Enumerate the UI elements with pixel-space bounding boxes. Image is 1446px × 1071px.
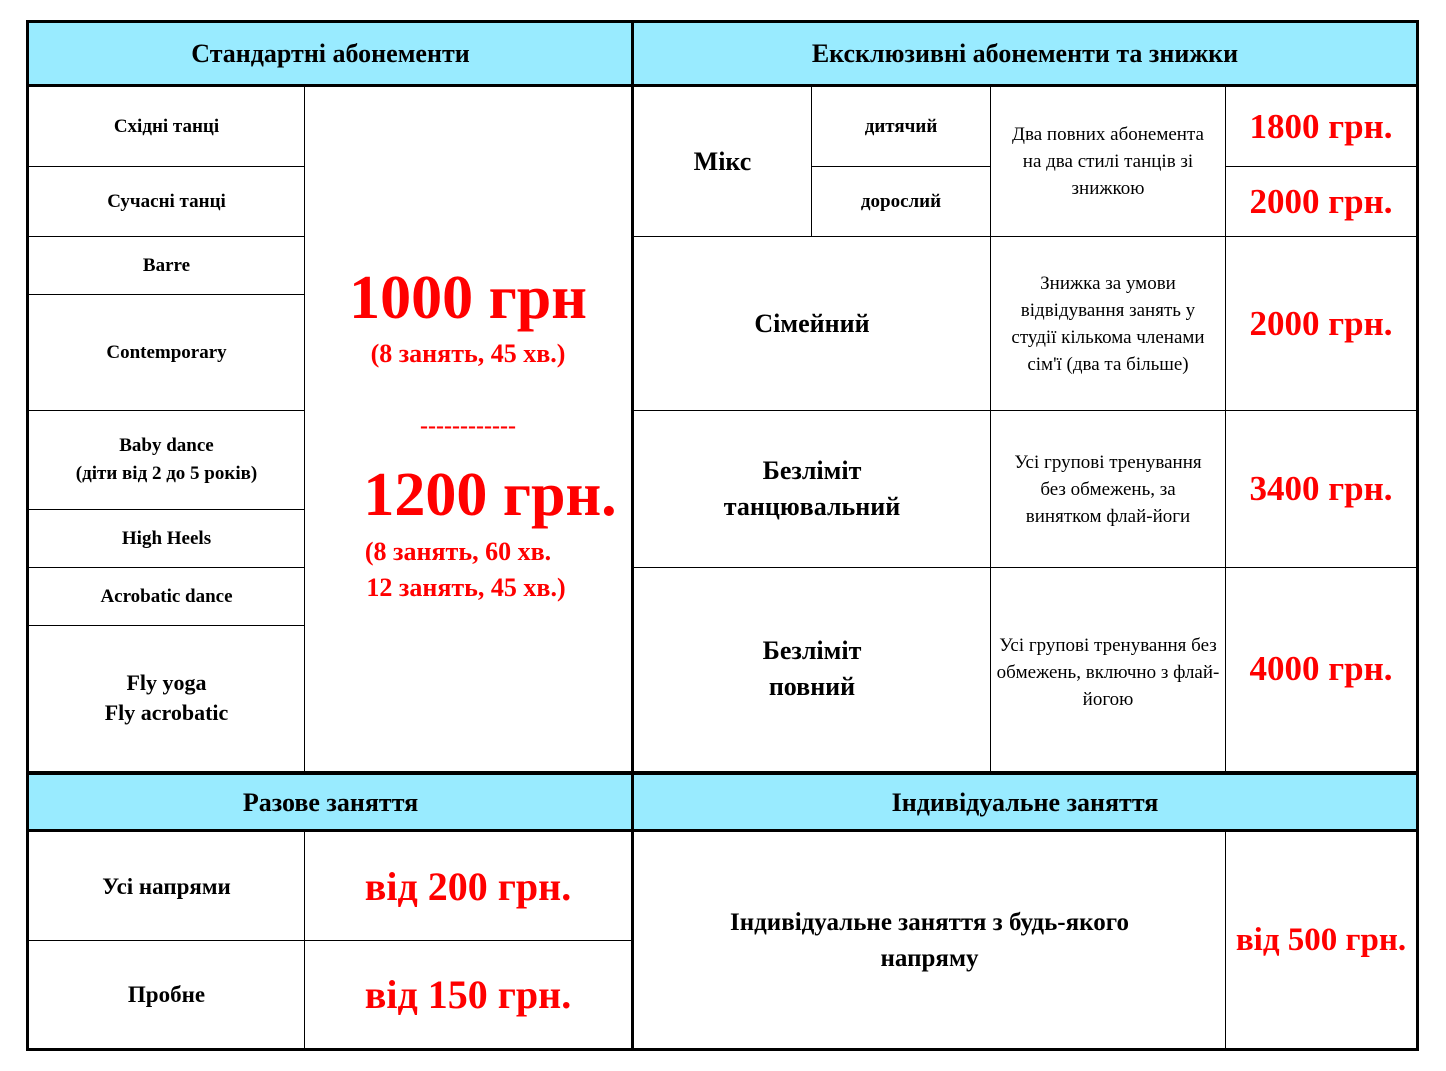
style-label: Східні танці <box>113 115 220 137</box>
unlim-full-label-2: повний <box>768 672 856 701</box>
price-value: 2000 грн. <box>1249 181 1393 221</box>
unlim-dance-desc <box>991 411 1225 567</box>
family-desc-text: Знижка за умови відвідування занять у студії кількома членами сім'ї (два та більше) <box>1011 272 1205 375</box>
style-row <box>29 295 304 410</box>
unlim-full-label-1: Безліміт <box>762 636 862 665</box>
style-row <box>29 510 304 567</box>
single-row-price <box>305 833 631 940</box>
unlim-dance-label-2: танцювальний <box>723 492 901 521</box>
border <box>634 410 1416 411</box>
mix-desc-text: Два повних абонемента на два стилі танців зі знижкою <box>1012 124 1204 199</box>
border <box>26 84 1419 87</box>
style-row <box>29 87 304 166</box>
border <box>990 87 991 771</box>
standard-prices <box>305 87 631 770</box>
unlim-dance-name <box>634 411 990 567</box>
border <box>631 20 634 1051</box>
style-label: Acrobatic dance <box>100 585 233 607</box>
border <box>634 567 1416 568</box>
unlim-dance-desc-text: Усі групові тренування без обмежень, за винятком флай-йоги <box>1014 451 1202 527</box>
family-label: Сімейний <box>754 308 870 338</box>
family-price <box>1226 237 1416 410</box>
price-value: від 150 грн. <box>364 972 572 1017</box>
price-value: від 200 грн. <box>364 864 572 909</box>
price-1200: 1200 грн. <box>363 461 617 529</box>
price-value: 4000 грн. <box>1249 649 1393 688</box>
standard-header <box>29 23 632 85</box>
unlim-dance-price <box>1226 411 1416 567</box>
unlim-full-price <box>1226 568 1416 770</box>
unlim-full-name <box>634 568 990 770</box>
style-sublabel: (діти від 2 до 5 років) <box>75 463 258 484</box>
mix-kids-label: дитячий <box>864 115 938 137</box>
unlim-dance-label-1: Безліміт <box>762 456 862 485</box>
style-sublabel: Fly acrobatic <box>104 700 229 725</box>
border <box>29 410 304 411</box>
border <box>1416 20 1419 1051</box>
unlim-full-desc <box>991 568 1225 770</box>
individual-price <box>1226 833 1416 1048</box>
exclusive-title: Ексклюзивні абонементи та знижки <box>811 39 1239 68</box>
unlim-full-desc-text: Усі групові тренування без обмежень, включно з флай-йогою <box>996 635 1220 710</box>
border <box>29 166 304 167</box>
border <box>29 567 304 568</box>
border <box>811 166 991 167</box>
single-label: Усі напрями <box>102 873 231 899</box>
border <box>29 625 304 626</box>
border <box>29 294 304 295</box>
price-value: від 500 грн. <box>1235 922 1407 958</box>
mix-label: Мікс <box>693 146 752 176</box>
exclusive-header <box>634 23 1416 85</box>
style-label: Baby dance <box>119 435 214 456</box>
single-label: Пробне <box>127 981 206 1007</box>
individual-header <box>634 775 1416 830</box>
price-value: 2000 грн. <box>1249 303 1393 343</box>
price-value: 3400 грн. <box>1249 469 1393 508</box>
mix-kids-price <box>1226 87 1416 166</box>
border <box>26 829 1419 832</box>
border <box>1225 166 1416 167</box>
style-row <box>29 568 304 625</box>
style-row <box>29 411 304 509</box>
price-1200-note-2: 12 занять, 45 хв.) <box>366 573 566 602</box>
border <box>634 236 1416 237</box>
mix-adult <box>812 167 990 236</box>
mix-name <box>634 87 811 236</box>
style-row <box>29 167 304 236</box>
border <box>29 236 304 237</box>
separator: ------------ <box>420 413 516 439</box>
family-name <box>634 237 990 410</box>
border <box>29 940 631 941</box>
single-row-price <box>305 941 631 1048</box>
price-1200-note-1: (8 занять, 60 хв. <box>364 537 552 566</box>
style-label: Сучасні танці <box>107 190 226 212</box>
individual-title: Індивідуальне заняття <box>891 787 1159 817</box>
individual-desc-text: Індивідуальне заняття з будь-якого напряму <box>730 908 1129 972</box>
single-header <box>29 775 632 830</box>
border <box>26 1048 1419 1051</box>
style-row <box>29 626 304 770</box>
border <box>1225 87 1226 771</box>
price-1000-note: (8 занять, 45 хв.) <box>370 339 566 368</box>
border <box>26 20 29 1051</box>
single-row-label <box>29 833 304 940</box>
style-label: High Heels <box>121 527 212 549</box>
single-title: Разове заняття <box>242 787 419 817</box>
border <box>26 771 1419 775</box>
style-label: Fly yoga <box>126 670 207 695</box>
border <box>1225 832 1226 1048</box>
style-label: Barre <box>142 254 191 276</box>
mix-desc <box>991 87 1225 236</box>
individual-desc <box>634 833 1225 1048</box>
single-row-label <box>29 941 304 1048</box>
mix-adult-price <box>1226 167 1416 236</box>
price-value: 1800 грн. <box>1249 106 1393 146</box>
border <box>29 509 304 510</box>
style-row <box>29 237 304 294</box>
price-1000: 1000 грн <box>349 264 587 332</box>
mix-adult-label: дорослий <box>860 190 942 212</box>
border <box>304 87 305 771</box>
family-desc <box>991 237 1225 410</box>
mix-kids <box>812 87 990 166</box>
standard-title: Стандартні абонементи <box>191 39 470 68</box>
style-label: Contemporary <box>106 341 227 363</box>
border <box>26 20 1419 23</box>
border <box>811 87 812 236</box>
